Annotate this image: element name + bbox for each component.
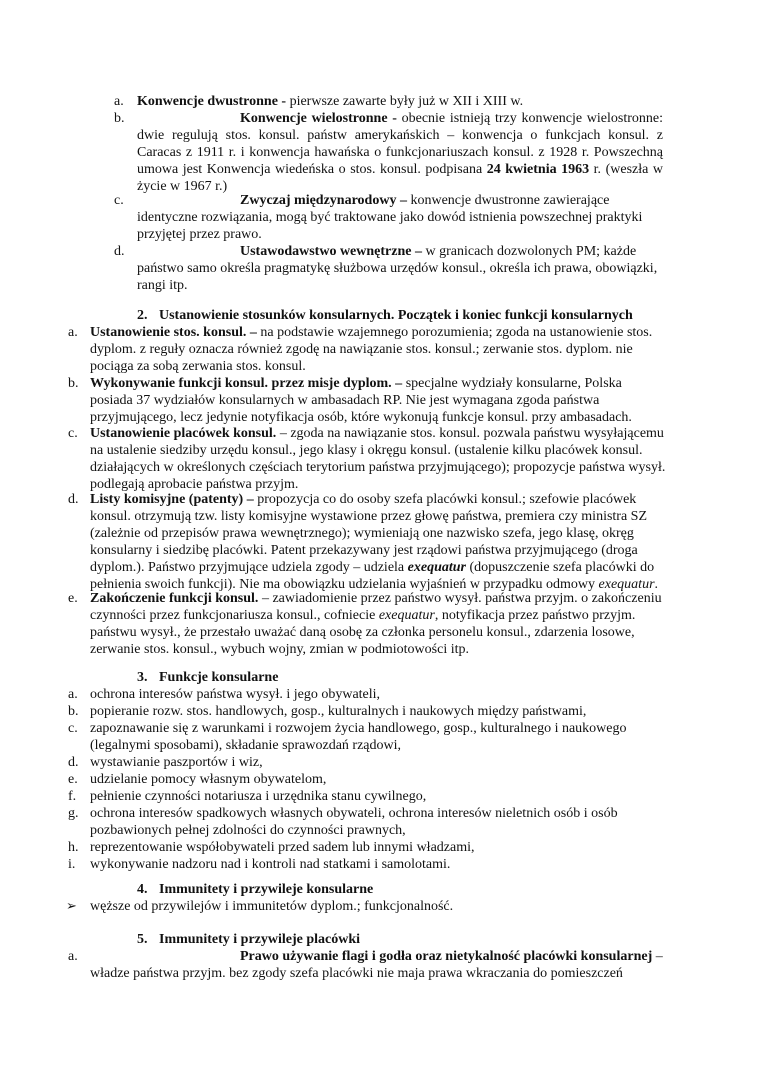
list-item-text: popieranie rozw. stos. handlowych, gosp., kulturalnych i naukowych między państwami, [90, 704, 587, 719]
list-marker: a. [68, 949, 78, 964]
list-item-text: udzielanie pomocy własnym obywatelom, [90, 772, 327, 787]
list-item-text: Wykonywanie funkcji konsul. przez misje dyplom. – specjalne wydziały konsularne, Polska posiada 37 wydziałów konsularnych w ambasadach RP. Nie jest wymagana zgoda państwa przyjmującego, lecz jedynie notyfikacja osób, które wykonują funkcje konsul. przy ambasadach. [90, 376, 632, 425]
list-marker: g. [68, 806, 79, 821]
list-item-text: reprezentowanie współobywateli przed sadem lub innymi władzami, [90, 840, 475, 855]
list-marker: d. [68, 492, 79, 507]
list-item-text: Zakończenie funkcji konsul. – zawiadomienie przez państwo wysył. państwa przyjm. o zakończeniu czynności przez funkcjonariusza konsul., cofniecie exequatur, notyfikacja przez państwo przyjm. państwu wysył., że przestało uważać daną osobę za członka personelu konsul., zdarzenia losowe, zerwanie stos. konsul., wybuch wojny, zmian w podmiotowości itp. [90, 591, 662, 657]
list-marker: d. [68, 755, 79, 770]
list-marker: d. [114, 244, 125, 259]
list-item-text: ochrona interesów spadkowych własnych obywateli, ochrona interesów nieletnich osób i osób pozbawionych pełnej zdolności do czynności prawnych, [90, 806, 618, 838]
list-item-text: wystawianie paszportów i wiz, [90, 755, 263, 770]
list-marker: b. [114, 111, 125, 126]
list-item-text: Konwencje dwustronne - pierwsze zawarte były już w XII i XIII w. [137, 94, 524, 109]
list-marker: c. [68, 426, 78, 441]
list-item-text: Zwyczaj międzynarodowy – konwencje dwustronne zawierające identyczne rozwiązania, mogą być traktowane jako dowód istnienia powszechnej praktyki przyjętej przez prawo. [137, 193, 643, 242]
list-item-text: Ustanowienie placówek konsul. – zgoda na nawiązanie stos. konsul. pozwala państwu wysyłającemu na ustalenie siedziby urzędu konsul., jego klasy i okręgu konsul. (ustalenie kilku placówek konsul. działających w określonych częściach terytorium państwa przyjmującego); propozycje państwa wysył. podlegają aprobacie państwa przyjm. [90, 426, 666, 492]
list-item-text: Listy komisyjne (patenty) – propozycja co do osoby szefa placówki konsul.; szefowie placówek konsul. otrzymują tzw. listy komisyjne wystawione przez głowę państwa, premiera czy ministra SZ (zależnie od przepisów prawa wewnętrznego); wymieniają one nazwisko szefa, jego klasę, okręg konsularny i siedzibę placówki. Patent przekazywany jest rządowi państwa przyjmującego (droga dyplom.). Państwo przyjmujące udziela zgody – udziela exequatur (dopuszczenie szefa placówki do pełnienia swoich funkcji). Nie ma obowiązku udzielania wyjaśnień w przypadku odmowy exequatur. [90, 492, 659, 592]
list-marker: f. [68, 789, 77, 804]
list-marker: a. [114, 94, 124, 109]
list-marker: e. [68, 772, 78, 787]
section-heading: 3. Funkcje konsularne [137, 670, 279, 685]
list-item-text: zapoznawanie się z warunkami i rozwojem życia handlowego, gosp., kulturalnego i naukowego (legalnymi sposobami), składanie sprawozdań rządowi, [90, 721, 627, 753]
list-item-text: Ustanowienie stos. konsul. – na podstawie wzajemnego porozumienia; zgoda na ustanowienie stos. dyplom. z reguły oznacza również zgodę na nawiązanie stos. konsul.; zerwanie stos. dyplom. nie pociąga za sobą zerwania stos. konsul. [90, 325, 653, 374]
list-item-text: ochrona interesów państwa wysył. i jego obywateli, [90, 687, 381, 702]
list-marker: c. [114, 193, 124, 208]
list-marker: e. [68, 591, 78, 606]
list-marker: b. [68, 376, 79, 391]
list-marker: b. [68, 704, 79, 719]
list-marker: a. [68, 325, 78, 340]
list-item-text: Ustawodawstwo wewnętrzne – w granicach dozwolonych PM; każde państwo samo określa pragmatykę służbowa urzędów konsul., określa ich prawa, obowiązki, rangi itp. [137, 244, 658, 293]
list-item-text: pełnienie czynności notariusza i urzędnika stanu cywilnego, [90, 789, 427, 804]
section-heading: 4. Immunitety i przywileje konsularne [137, 882, 374, 897]
list-item-text: węższe od przywilejów i immunitetów dyplom.; funkcjonalność. [90, 899, 454, 914]
arrow-bullet-icon: ➢ [66, 899, 77, 914]
section-heading: 2. Ustanowienie stosunków konsularnych. Początek i koniec funkcji konsularnych [137, 308, 633, 323]
list-marker: i. [68, 857, 76, 872]
list-item-text: Prawo używanie flagi i godła oraz nietykalność placówki konsularnej – władze państwa przyjm. bez zgody szefa placówki nie maja prawa wkraczania do pomieszczeń [90, 949, 663, 981]
list-marker: c. [68, 721, 78, 736]
list-marker: a. [68, 687, 78, 702]
list-marker: h. [68, 840, 79, 855]
section-heading: 5. Immunitety i przywileje placówki [137, 932, 361, 947]
list-item-text: wykonywanie nadzoru nad i kontroli nad statkami i samolotami. [90, 857, 451, 872]
list-item-text: Konwencje wielostronne - obecnie istnieją trzy konwencje wielostronne: dwie regulują stos. konsul. państw amerykańskich – konwencja o funkcjach konsul. z Caracas z 1911 r. i konwencja hawańska o funkcjonariuszach konsul. z 1928 r. Powszechną umowa jest Konwencja wiedeńska o stos. konsul. podpisana 24 kwietnia 1963 r. (weszła w życie w 1967 r.) [137, 111, 663, 194]
